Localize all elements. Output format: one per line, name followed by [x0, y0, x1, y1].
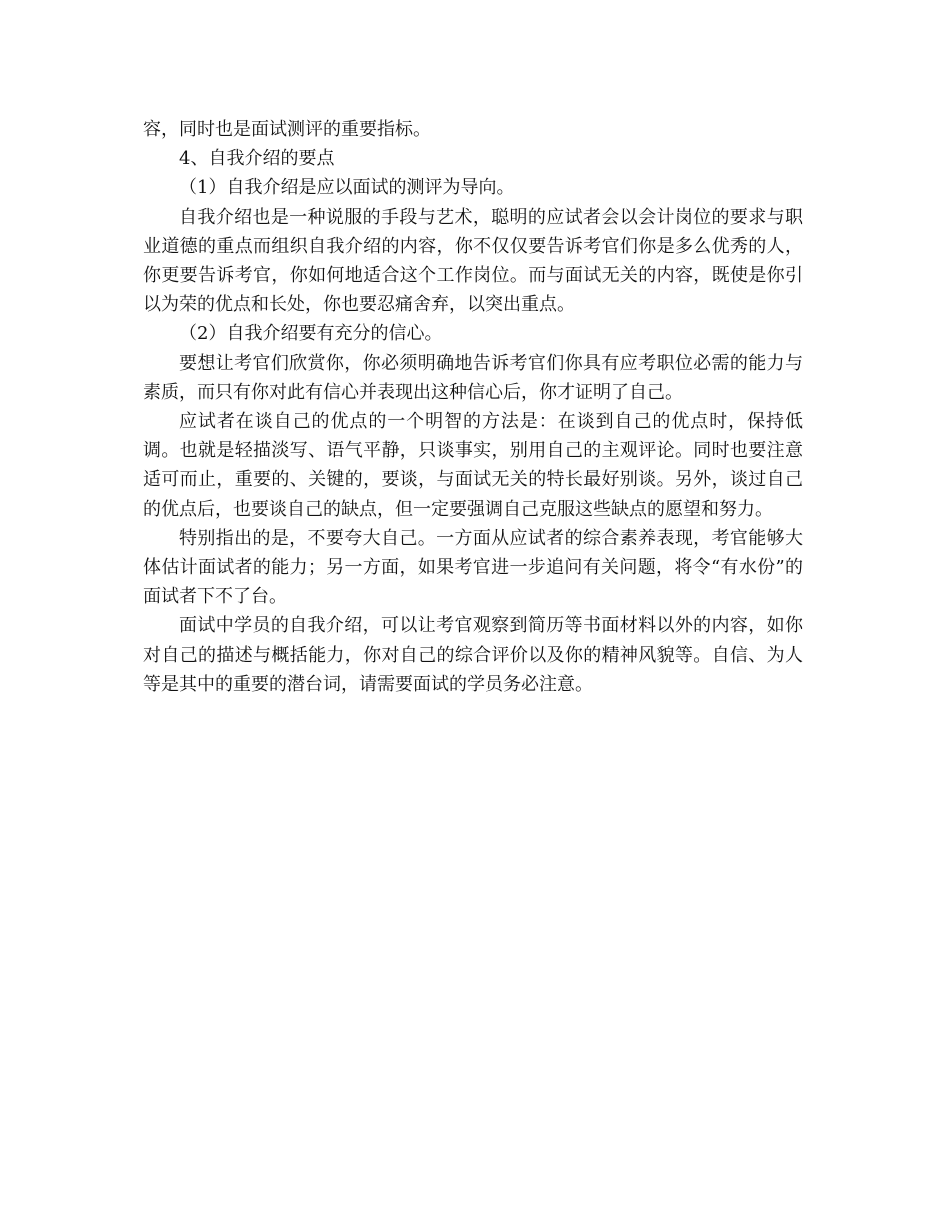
document-body	[143, 115, 803, 699]
paragraph: 面试中学员的自我介绍，可以让考官观察到简历等书面材料以外的内容，如你对自己的描述与概括能力，你对自己的综合评价以及你的精神风貌等。自信、为人等是其中的重要的潜台词，请需要面试的学员务必注意。	[143, 615, 803, 695]
subheading-2: （2）自我介绍要有充分的信心。	[179, 323, 443, 345]
section-heading: 4、自我介绍的要点	[179, 148, 335, 170]
paragraph: 要想让考官们欣赏你，你必须明确地告诉考官们你具有应考职位必需的能力与素质，而只有你对此有信心并表现出这种信心后，你才证明了自己。	[143, 352, 803, 403]
paragraph: 自我介绍也是一种说服的手段与艺术，聪明的应试者会以会计岗位的要求与职业道德的重点而组织自我介绍的内容，你不仅仅要告诉考官们你是多么优秀的人，你更要告诉考官，你如何地适合这个工作岗位。而与面试无关的内容，既使是你引以为荣的优点和长处，你也要忍痛舍弃，以突出重点。	[143, 206, 803, 316]
subheading-1: （1）自我介绍是应以面试的测评为导向。	[179, 177, 515, 199]
paragraph: 应试者在谈自己的优点的一个明智的方法是：在谈到自己的优点时，保持低调。也就是轻描淡写、语气平静，只谈事实，别用自己的主观评论。同时也要注意适可而止，重要的、关键的，要谈，与面试无关的特长最好别谈。另外，谈过自己的优点后，也要谈自己的缺点，但一定要强调自己克服这些缺点的愿望和努力。	[143, 411, 803, 520]
paragraph: 特别指出的是，不要夸大自己。一方面从应试者的综合素养表现，考官能够大体估计面试者的能力；另一方面，如果考官进一步追问有关问题，将令“有水份”的面试者下不了台。	[143, 527, 803, 608]
paragraph-continuation: 容，同时也是面试测评的重要指标。	[143, 119, 431, 140]
